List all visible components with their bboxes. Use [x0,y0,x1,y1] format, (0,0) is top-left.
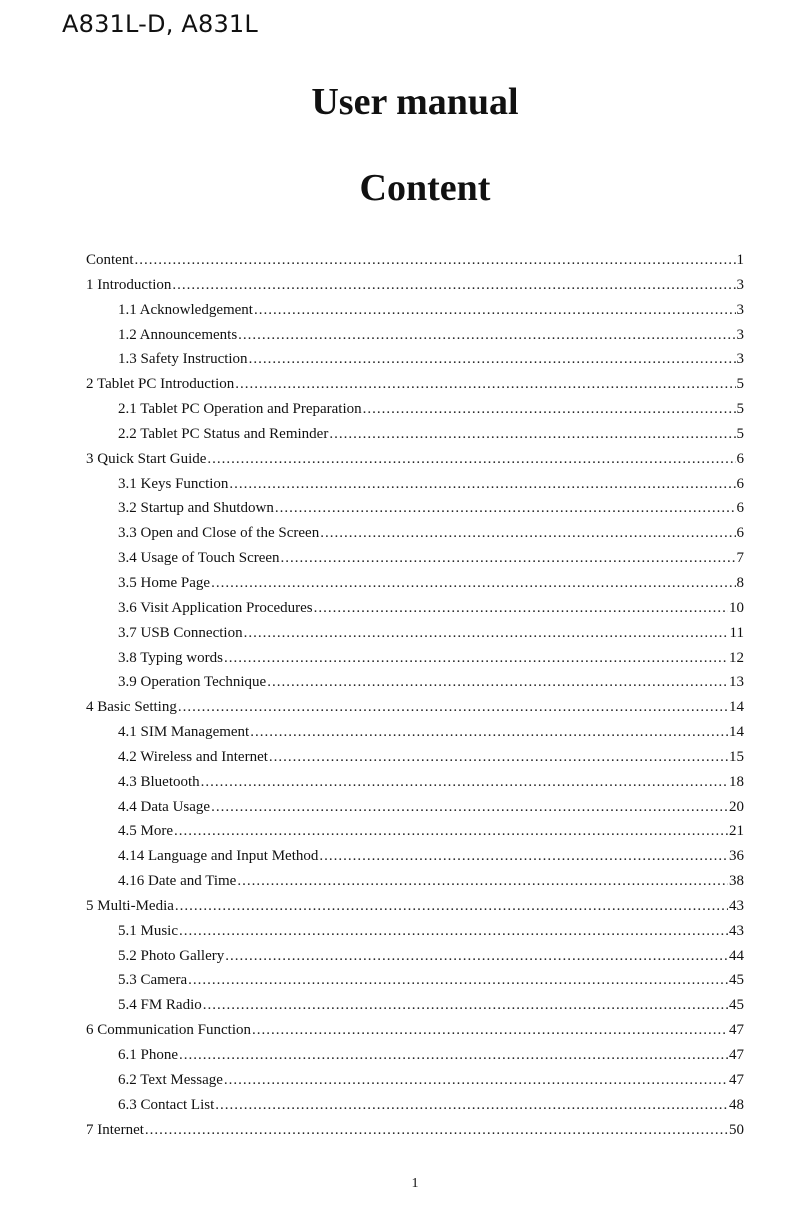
toc-leader-dots [314,596,728,621]
toc-leader-dots [145,1118,728,1143]
toc-entry[interactable] [86,869,744,894]
toc-leader-dots [319,844,728,869]
toc-entry-page: 43 [729,922,744,939]
toc-leader-dots [320,521,735,546]
toc-entry[interactable] [86,1118,744,1143]
toc-leader-dots [238,323,735,348]
toc-entry-label: 2.2 Tablet PC Status and Reminder [118,425,329,442]
toc-entry-page: 47 [729,1047,744,1063]
toc-leader-dots [363,397,736,422]
toc-leader-dots [250,720,728,745]
model-header: A831L-D, A831L [62,10,258,38]
toc-entry-page: 45 [729,997,744,1014]
toc-leader-dots [175,894,728,919]
toc-leader-dots [201,770,728,795]
toc-leader-dots [215,1093,728,1118]
toc-entry-page: 10 [729,599,744,616]
toc-entry[interactable] [86,695,744,720]
toc-leader-dots [174,819,728,844]
toc-entry-label: 6 Communication Function [86,1022,251,1039]
toc-entry[interactable] [86,571,744,596]
toc-entry-label: 3.2 Startup and Shutdown [118,500,274,517]
toc-leader-dots [235,372,735,397]
toc-leader-dots [249,347,736,372]
toc-leader-dots [254,298,736,323]
toc-entry-label: 6.1 Phone [118,1047,178,1063]
toc-entry[interactable] [86,770,744,795]
toc-entry-label: 3.1 Keys Function [118,475,229,492]
toc-leader-dots [329,422,735,447]
toc-entry[interactable] [86,968,744,993]
toc-entry-page: 45 [729,972,744,989]
toc-entry-page: 18 [729,773,744,790]
toc-entry[interactable] [86,596,744,621]
toc-entry[interactable] [86,795,744,820]
toc-entry-label: 4.1 SIM Management [118,724,250,741]
toc-entry[interactable] [86,521,744,546]
toc-entry[interactable] [86,323,744,348]
toc-entry-page: 21 [729,823,744,840]
toc-entry[interactable] [86,646,744,671]
toc-leader-dots [188,968,728,993]
toc-entry-label: 2.1 Tablet PC Operation and Preparation [118,401,362,418]
toc-entry[interactable] [86,472,744,497]
toc-entry[interactable] [86,1018,744,1043]
toc-entry-label: 6.2 Text Message [118,1071,223,1088]
toc-entry-page: 14 [729,724,744,741]
toc-entry-label: 7 Internet [86,1121,144,1138]
toc-entry[interactable] [86,347,744,372]
toc-entry-label: 4.4 Data Usage [118,798,211,815]
toc-entry[interactable] [86,621,744,646]
toc-entry-page: 20 [729,798,744,815]
toc-entry[interactable] [86,1093,744,1118]
toc-entry-page: 44 [729,947,744,964]
toc-entry-label: 5.4 FM Radio [118,997,202,1014]
toc-entry[interactable] [86,894,744,919]
toc-leader-dots [211,795,728,820]
toc-entry[interactable] [86,422,744,447]
toc-entry-page: 48 [729,1096,744,1113]
toc-leader-dots [224,646,728,671]
toc-leader-dots [172,273,735,298]
toc-entry[interactable] [86,447,744,472]
toc-leader-dots [135,248,736,273]
toc-entry-label: 5.1 Music [118,922,178,939]
toc-entry[interactable] [86,670,744,695]
toc-leader-dots [267,670,728,695]
toc-entry-page: 7 [736,550,744,567]
toc-entry[interactable] [86,720,744,745]
toc-entry[interactable] [86,1068,744,1093]
toc-leader-dots [224,1068,728,1093]
toc-entry[interactable] [86,496,744,521]
page-number: 1 [411,1176,419,1191]
toc-entry-page: 14 [729,699,744,716]
toc-entry-label: 3 Quick Start Guide [86,450,207,467]
toc-leader-dots [252,1018,728,1043]
toc-entry-label: Content [86,252,134,268]
toc-entry[interactable] [86,372,744,397]
toc-entry[interactable] [86,248,744,273]
toc-entry[interactable] [86,993,744,1018]
toc-entry-label: 1.1 Acknowledgement [118,301,253,318]
toc-entry-label: 3.8 Typing words [118,649,223,666]
toc-leader-dots [179,1043,728,1068]
toc-entry-page: 12 [729,649,744,666]
toc-leader-dots [211,571,735,596]
toc-leader-dots [281,546,736,571]
toc-entry-label: 4.16 Date and Time [118,873,237,890]
toc-leader-dots [225,944,728,969]
toc-entry-label: 3.7 USB Connection [118,624,243,641]
toc-entry-label: 2 Tablet PC Introduction [86,376,235,393]
toc-entry-page: 50 [729,1121,744,1138]
toc-entry-page: 6 [736,475,744,492]
toc-entry-page: 3 [736,326,744,343]
toc-entry-label: 1.3 Safety Instruction [118,351,248,368]
toc-leader-dots [178,695,728,720]
toc-entry-label: 4 Basic Setting [86,699,177,716]
toc-entry-page: 3 [736,301,744,318]
toc-entry-label: 5.3 Camera [118,972,188,989]
toc-entry-page: 47 [729,1022,744,1039]
toc-leader-dots [244,621,729,646]
toc-leader-dots [275,496,736,521]
toc-leader-dots [237,869,728,894]
toc-entry-page: 47 [729,1071,744,1088]
toc-entry[interactable] [86,1043,744,1068]
toc-entry-page: 11 [729,624,744,641]
toc-entry-page: 15 [729,748,744,765]
table-of-contents [86,248,744,1142]
toc-entry-page: 38 [729,873,744,890]
toc-entry-page: 5 [736,376,744,393]
toc-entry[interactable] [86,546,744,571]
toc-leader-dots [229,472,735,497]
toc-heading: Content [359,167,491,209]
toc-entry-label: 4.5 More [118,823,173,840]
toc-entry-page: 3 [736,276,744,293]
toc-entry-page: 6 [736,450,744,467]
document-title: User manual [311,81,519,123]
toc-entry-label: 4.14 Language and Input Method [118,848,319,865]
toc-entry-page: 5 [736,425,744,442]
toc-entry-page: 5 [736,401,744,418]
toc-entry[interactable] [86,844,744,869]
toc-entry-label: 4.2 Wireless and Internet [118,748,268,765]
toc-entry-label: 1 Introduction [86,276,172,293]
toc-leader-dots [269,745,728,770]
toc-leader-dots [203,993,728,1018]
toc-entry-label: 3.5 Home Page [118,574,211,591]
toc-entry-page: 3 [736,351,744,368]
toc-leader-dots [179,919,728,944]
toc-entry-page: 1 [736,252,744,268]
toc-entry-page: 43 [729,897,744,914]
toc-entry-label: 4.3 Bluetooth [118,773,200,790]
toc-entry-page: 8 [736,574,744,591]
toc-entry[interactable] [86,273,744,298]
toc-entry-page: 36 [729,848,744,865]
toc-entry[interactable] [86,944,744,969]
toc-entry-label: 3.9 Operation Technique [118,674,267,691]
toc-entry[interactable] [86,298,744,323]
toc-entry-page: 6 [736,500,744,517]
toc-entry-label: 5 Multi-Media [86,897,174,914]
toc-entry[interactable] [86,819,744,844]
toc-entry-label: 3.6 Visit Application Procedures [118,599,313,616]
toc-entry-page: 6 [736,525,744,542]
toc-entry-label: 1.2 Announcements [118,326,238,343]
toc-entry-label: 5.2 Photo Gallery [118,947,225,964]
toc-entry-page: 13 [729,674,744,691]
toc-entry-label: 3.3 Open and Close of the Screen [118,525,320,542]
toc-entry-label: 3.4 Usage of Touch Screen [118,550,280,567]
toc-leader-dots [207,447,735,472]
toc-entry[interactable] [86,397,744,422]
toc-entry-label: 6.3 Contact List [118,1096,215,1113]
toc-entry[interactable] [86,919,744,944]
toc-entry[interactable] [86,745,744,770]
